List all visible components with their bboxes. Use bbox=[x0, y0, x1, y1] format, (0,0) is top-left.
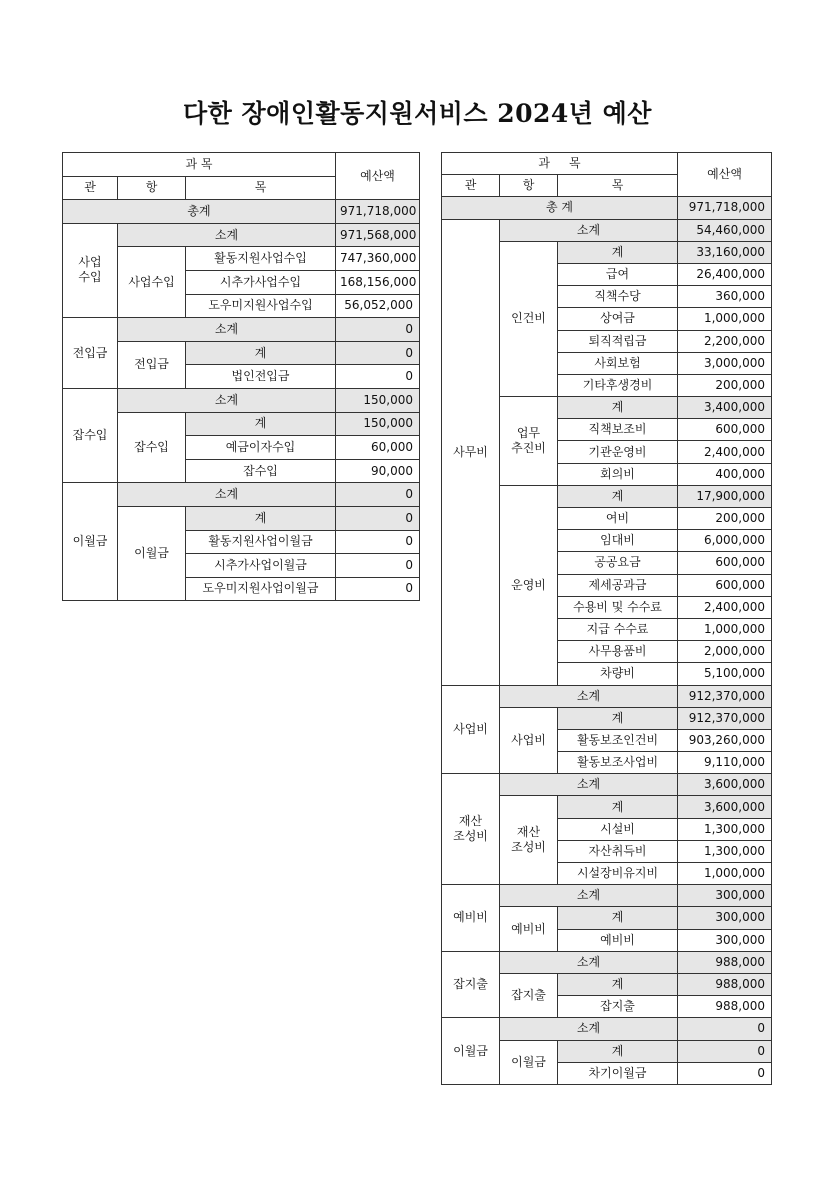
mok-amount: 912,370,000 bbox=[678, 707, 772, 729]
gwan-label: 사무비 bbox=[453, 444, 488, 459]
mok-amount: 1,000,000 bbox=[678, 618, 772, 640]
subtotal-amount: 150,000 bbox=[336, 388, 420, 412]
mok-amount: 56,052,000 bbox=[336, 294, 420, 318]
mok-amount: 1,300,000 bbox=[678, 818, 772, 840]
hang-cell bbox=[500, 241, 558, 396]
total-amount: 971,718,000 bbox=[336, 200, 420, 224]
subtotal-amount: 300,000 bbox=[678, 885, 772, 907]
header-budget: 예산액 bbox=[678, 153, 772, 197]
mok-amount: 2,200,000 bbox=[678, 330, 772, 352]
header-hang: 항 bbox=[118, 176, 186, 200]
subtotal-label: 소계 bbox=[118, 483, 336, 507]
hang-cell bbox=[500, 796, 558, 885]
subtotal-label: 소계 bbox=[118, 318, 336, 342]
mok-label: 시추가사업이월금 bbox=[186, 554, 336, 578]
mok-label: 계 bbox=[558, 1040, 678, 1062]
mok-amount: 1,000,000 bbox=[678, 308, 772, 330]
hang-label: 사업수입 bbox=[118, 247, 186, 318]
mok-label: 시설장비유지비 bbox=[558, 863, 678, 885]
mok-label: 시추가사업수입 bbox=[186, 270, 336, 294]
gwan-label: 사업 수입 bbox=[78, 255, 102, 285]
mok-label: 여비 bbox=[558, 508, 678, 530]
mok-label: 자산취득비 bbox=[558, 840, 678, 862]
hang-label: 잡지출 bbox=[511, 988, 546, 1003]
mok-label: 상여금 bbox=[558, 308, 678, 330]
mok-amount: 0 bbox=[336, 341, 420, 365]
mok-amount: 360,000 bbox=[678, 286, 772, 308]
hang-cell bbox=[500, 485, 558, 685]
expenditure-budget-table bbox=[441, 152, 772, 1085]
mok-amount: 90,000 bbox=[336, 459, 420, 483]
header-gwamok: 과 목 bbox=[442, 153, 678, 175]
mok-label: 활동지원사업수입 bbox=[186, 247, 336, 271]
gwan-label: 이월금 bbox=[63, 483, 118, 601]
mok-amount: 300,000 bbox=[678, 929, 772, 951]
mok-label: 기타후생경비 bbox=[558, 374, 678, 396]
subtotal-amount: 988,000 bbox=[678, 951, 772, 973]
hang-label: 운영비 bbox=[511, 577, 546, 592]
mok-label: 계 bbox=[558, 907, 678, 929]
mok-label: 예금이자수입 bbox=[186, 436, 336, 460]
hang-cell bbox=[500, 397, 558, 486]
mok-amount: 600,000 bbox=[678, 574, 772, 596]
mok-amount: 1,000,000 bbox=[678, 863, 772, 885]
mok-amount: 60,000 bbox=[336, 436, 420, 460]
subtotal-amount: 3,600,000 bbox=[678, 774, 772, 796]
mok-amount: 200,000 bbox=[678, 508, 772, 530]
hang-label: 인건비 bbox=[511, 311, 546, 326]
mok-amount: 988,000 bbox=[678, 996, 772, 1018]
header-gwamok: 과 목 bbox=[63, 153, 336, 177]
mok-label: 직책보조비 bbox=[558, 419, 678, 441]
gwan-cell bbox=[442, 685, 500, 774]
mok-amount: 0 bbox=[336, 577, 420, 601]
mok-label: 임대비 bbox=[558, 530, 678, 552]
hang-label: 이월금 bbox=[118, 506, 186, 600]
hang-cell bbox=[500, 973, 558, 1017]
gwan-cell bbox=[442, 774, 500, 885]
mok-amount: 0 bbox=[336, 365, 420, 389]
mok-label: 도우미지원사업이월금 bbox=[186, 577, 336, 601]
mok-amount: 0 bbox=[336, 554, 420, 578]
hang-label: 업무 추진비 bbox=[511, 425, 546, 455]
mok-label: 계 bbox=[558, 485, 678, 507]
mok-label: 시설비 bbox=[558, 818, 678, 840]
gwan-label: 잡지출 bbox=[453, 977, 488, 992]
subtotal-amount: 0 bbox=[336, 318, 420, 342]
mok-label: 차량비 bbox=[558, 663, 678, 685]
mok-label: 급여 bbox=[558, 263, 678, 285]
subtotal-label: 소계 bbox=[500, 219, 678, 241]
mok-label: 차기이월금 bbox=[558, 1062, 678, 1084]
mok-amount: 33,160,000 bbox=[678, 241, 772, 263]
mok-label: 수용비 및 수수료 bbox=[558, 596, 678, 618]
hang-label: 이월금 bbox=[511, 1054, 546, 1069]
subtotal-label: 소계 bbox=[500, 1018, 678, 1040]
mok-label: 계 bbox=[558, 973, 678, 995]
subtotal-amount: 0 bbox=[336, 483, 420, 507]
mok-label: 계 bbox=[186, 412, 336, 436]
mok-label: 활동보조사업비 bbox=[558, 752, 678, 774]
mok-amount: 747,360,000 bbox=[336, 247, 420, 271]
total-amount: 971,718,000 bbox=[678, 197, 772, 219]
mok-amount: 168,156,000 bbox=[336, 270, 420, 294]
mok-label: 예비비 bbox=[558, 929, 678, 951]
mok-amount: 2,400,000 bbox=[678, 441, 772, 463]
mok-label: 계 bbox=[186, 506, 336, 530]
gwan-label: 사업비 bbox=[453, 721, 488, 736]
gwan-cell bbox=[442, 885, 500, 952]
mok-amount: 0 bbox=[678, 1040, 772, 1062]
subtotal-label: 소계 bbox=[118, 388, 336, 412]
mok-amount: 1,300,000 bbox=[678, 840, 772, 862]
mok-label: 퇴직적립금 bbox=[558, 330, 678, 352]
mok-label: 지급 수수료 bbox=[558, 618, 678, 640]
mok-label: 계 bbox=[558, 796, 678, 818]
total-label: 총 계 bbox=[442, 197, 678, 219]
gwan-label: 전입금 bbox=[63, 318, 118, 389]
mok-amount: 600,000 bbox=[678, 552, 772, 574]
mok-amount: 5,100,000 bbox=[678, 663, 772, 685]
header-gwan: 관 bbox=[442, 175, 500, 197]
mok-amount: 3,600,000 bbox=[678, 796, 772, 818]
mok-amount: 0 bbox=[336, 530, 420, 554]
subtotal-amount: 0 bbox=[678, 1018, 772, 1040]
mok-label: 법인전입금 bbox=[186, 365, 336, 389]
mok-amount: 988,000 bbox=[678, 973, 772, 995]
mok-label: 잡수입 bbox=[186, 459, 336, 483]
mok-label: 계 bbox=[558, 707, 678, 729]
hang-cell bbox=[500, 1040, 558, 1084]
header-mok: 목 bbox=[558, 175, 678, 197]
subtotal-label: 소계 bbox=[500, 885, 678, 907]
mok-label: 활동보조인건비 bbox=[558, 729, 678, 751]
subtotal-label: 소계 bbox=[118, 223, 336, 247]
mok-label: 제세공과금 bbox=[558, 574, 678, 596]
mok-amount: 0 bbox=[678, 1062, 772, 1084]
hang-label: 사업비 bbox=[511, 732, 546, 747]
gwan-label: 잡수입 bbox=[63, 388, 118, 482]
mok-label: 계 bbox=[558, 397, 678, 419]
mok-amount: 200,000 bbox=[678, 374, 772, 396]
header-mok: 목 bbox=[186, 176, 336, 200]
subtotal-amount: 971,568,000 bbox=[336, 223, 420, 247]
mok-amount: 2,400,000 bbox=[678, 596, 772, 618]
mok-amount: 17,900,000 bbox=[678, 485, 772, 507]
gwan-label: 재산 조성비 bbox=[453, 814, 488, 844]
mok-amount: 26,400,000 bbox=[678, 263, 772, 285]
mok-amount: 903,260,000 bbox=[678, 729, 772, 751]
gwan-label: 예비비 bbox=[453, 910, 488, 925]
subtotal-label: 소계 bbox=[500, 774, 678, 796]
revenue-budget-table bbox=[62, 152, 420, 601]
subtotal-amount: 912,370,000 bbox=[678, 685, 772, 707]
gwan-cell bbox=[63, 223, 118, 317]
gwan-label: 이월금 bbox=[453, 1043, 488, 1058]
subtotal-label: 소계 bbox=[500, 951, 678, 973]
mok-amount: 300,000 bbox=[678, 907, 772, 929]
mok-label: 사무용품비 bbox=[558, 641, 678, 663]
mok-label: 공공요금 bbox=[558, 552, 678, 574]
mok-label: 계 bbox=[186, 341, 336, 365]
mok-amount: 2,000,000 bbox=[678, 641, 772, 663]
mok-label: 기관운영비 bbox=[558, 441, 678, 463]
subtotal-label: 소계 bbox=[500, 685, 678, 707]
mok-amount: 0 bbox=[336, 506, 420, 530]
gwan-cell bbox=[442, 219, 500, 685]
mok-amount: 600,000 bbox=[678, 419, 772, 441]
gwan-cell bbox=[442, 1018, 500, 1085]
page-title: 다한 장애인활동지원서비스 2024년 예산 bbox=[183, 99, 652, 128]
mok-amount: 150,000 bbox=[336, 412, 420, 436]
hang-label: 예비비 bbox=[511, 921, 546, 936]
mok-label: 계 bbox=[558, 241, 678, 263]
mok-label: 잡지출 bbox=[558, 996, 678, 1018]
mok-amount: 400,000 bbox=[678, 463, 772, 485]
hang-label: 재산 조성비 bbox=[511, 825, 546, 855]
mok-amount: 3,000,000 bbox=[678, 352, 772, 374]
hang-label: 잡수입 bbox=[118, 412, 186, 483]
mok-label: 도우미지원사업수입 bbox=[186, 294, 336, 318]
mok-amount: 3,400,000 bbox=[678, 397, 772, 419]
subtotal-amount: 54,460,000 bbox=[678, 219, 772, 241]
mok-label: 회의비 bbox=[558, 463, 678, 485]
header-budget: 예산액 bbox=[336, 153, 420, 200]
mok-amount: 9,110,000 bbox=[678, 752, 772, 774]
mok-amount: 6,000,000 bbox=[678, 530, 772, 552]
total-label: 총계 bbox=[63, 200, 336, 224]
gwan-cell bbox=[442, 951, 500, 1018]
header-gwan: 관 bbox=[63, 176, 118, 200]
hang-cell bbox=[500, 907, 558, 951]
mok-label: 사회보험 bbox=[558, 352, 678, 374]
hang-label: 전입금 bbox=[118, 341, 186, 388]
header-hang: 항 bbox=[500, 175, 558, 197]
mok-label: 직책수당 bbox=[558, 286, 678, 308]
mok-label: 활동지원사업이월금 bbox=[186, 530, 336, 554]
hang-cell bbox=[500, 707, 558, 774]
